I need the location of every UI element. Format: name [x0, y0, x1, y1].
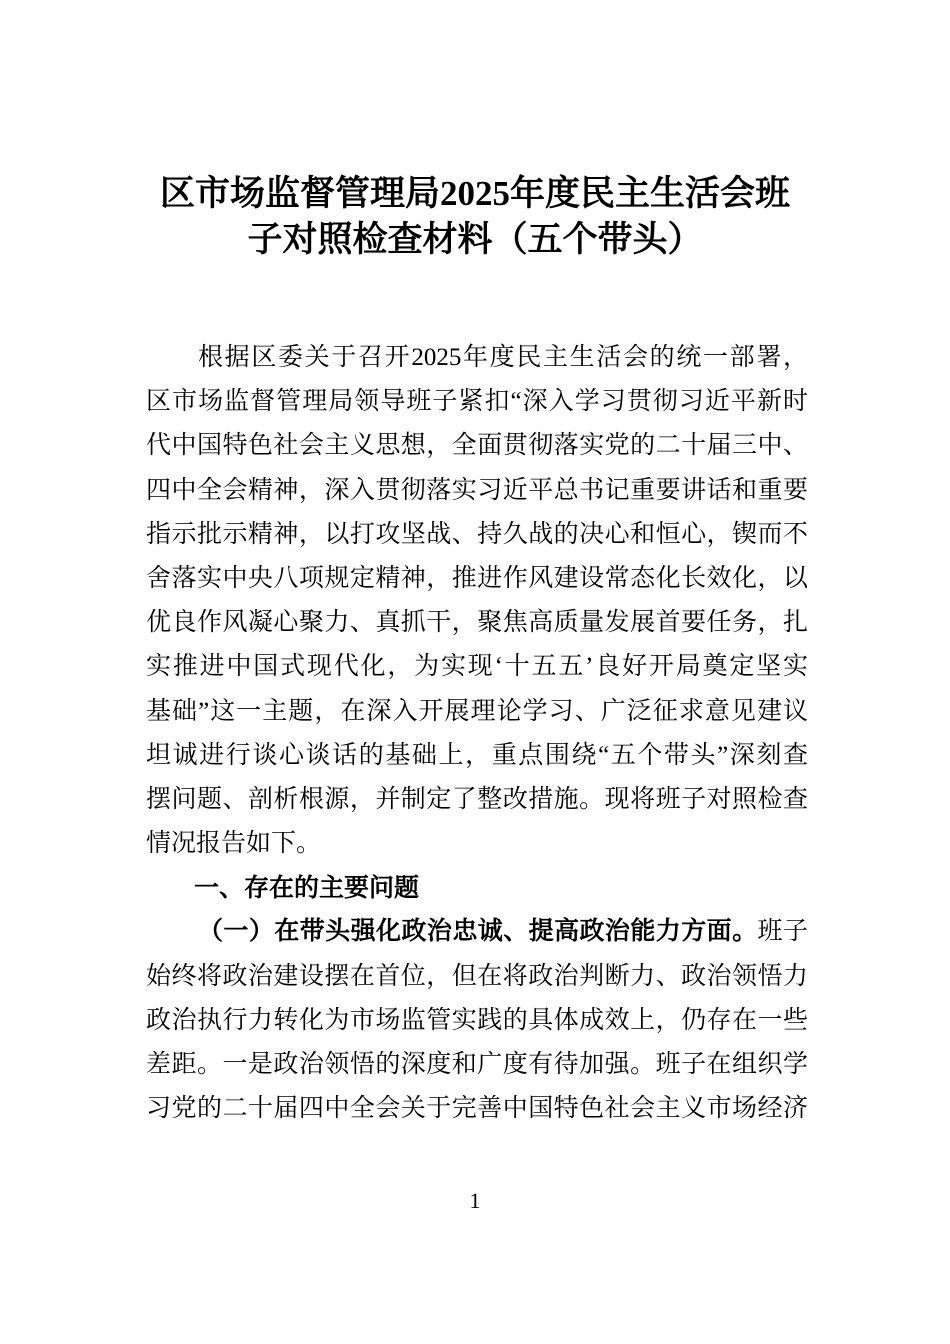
intro-line: 区市场监督管理局领导班子紧扣“深入学习贯彻习近平新时: [146, 388, 808, 416]
intro-line: 基础”这一主题，在深入开展理论学习、广泛征求意见建议: [146, 697, 808, 725]
section-heading: 一、存在的主要问题: [194, 874, 420, 903]
subsection-line: 差距。一是政治领悟的深度和广度有待加强。班子在组织学: [146, 1051, 808, 1078]
intro-line: 四中全会精神，深入贯彻落实习近平总书记重要讲话和重要: [146, 476, 808, 504]
subsection-text: 班子: [757, 918, 808, 946]
document-body: [146, 336, 808, 1131]
intro-line: 摆问题、剖析根源，并制定了整改措施。现将班子对照检查: [146, 785, 808, 813]
document-title-line-2: 子对照检查材料（五个带头）: [247, 220, 703, 259]
intro-line: 指示批示精神，以打攻坚战、持久战的决心和恒心，锲而不: [146, 520, 808, 548]
document-title-line-1: 区市场监督管理局2025年度民主生活会班: [159, 174, 790, 213]
subsection-line: 习党的二十届四中全会关于完善中国特色社会主义市场经济: [146, 1095, 808, 1123]
subsection-line: 政治执行力转化为市场监管实践的具体成效上，仍存在一些: [146, 1006, 808, 1034]
intro-line: 代中国特色社会主义思想，全面贯彻落实党的二十届三中、: [146, 432, 808, 460]
intro-line: 根据区委关于召开2025年度民主生活会的统一部署，: [198, 344, 808, 371]
subsection-title: （一）在带头强化政治忠诚、提高政治能力方面。: [198, 918, 758, 946]
intro-line: 实推进中国式现代化，为实现‘十五五’良好开局奠定坚实: [146, 653, 808, 681]
subsection-line: 始终将政治建设摆在首位，但在将政治判断力、政治领悟力: [146, 962, 808, 990]
page-number: 1: [469, 1188, 481, 1213]
intro-line: 坦诚进行谈心谈话的基础上，重点围绕“五个带头”深刻查: [146, 741, 808, 769]
subsection-first-line: [146, 910, 808, 954]
intro-line: 优良作风凝心聚力、真抓干，聚焦高质量发展首要任务，扎: [146, 609, 808, 637]
intro-line: 情况报告如下。: [146, 830, 322, 858]
intro-line: 舍落实中央八项规定精神，推进作风建设常态化长效化，以: [146, 564, 808, 592]
